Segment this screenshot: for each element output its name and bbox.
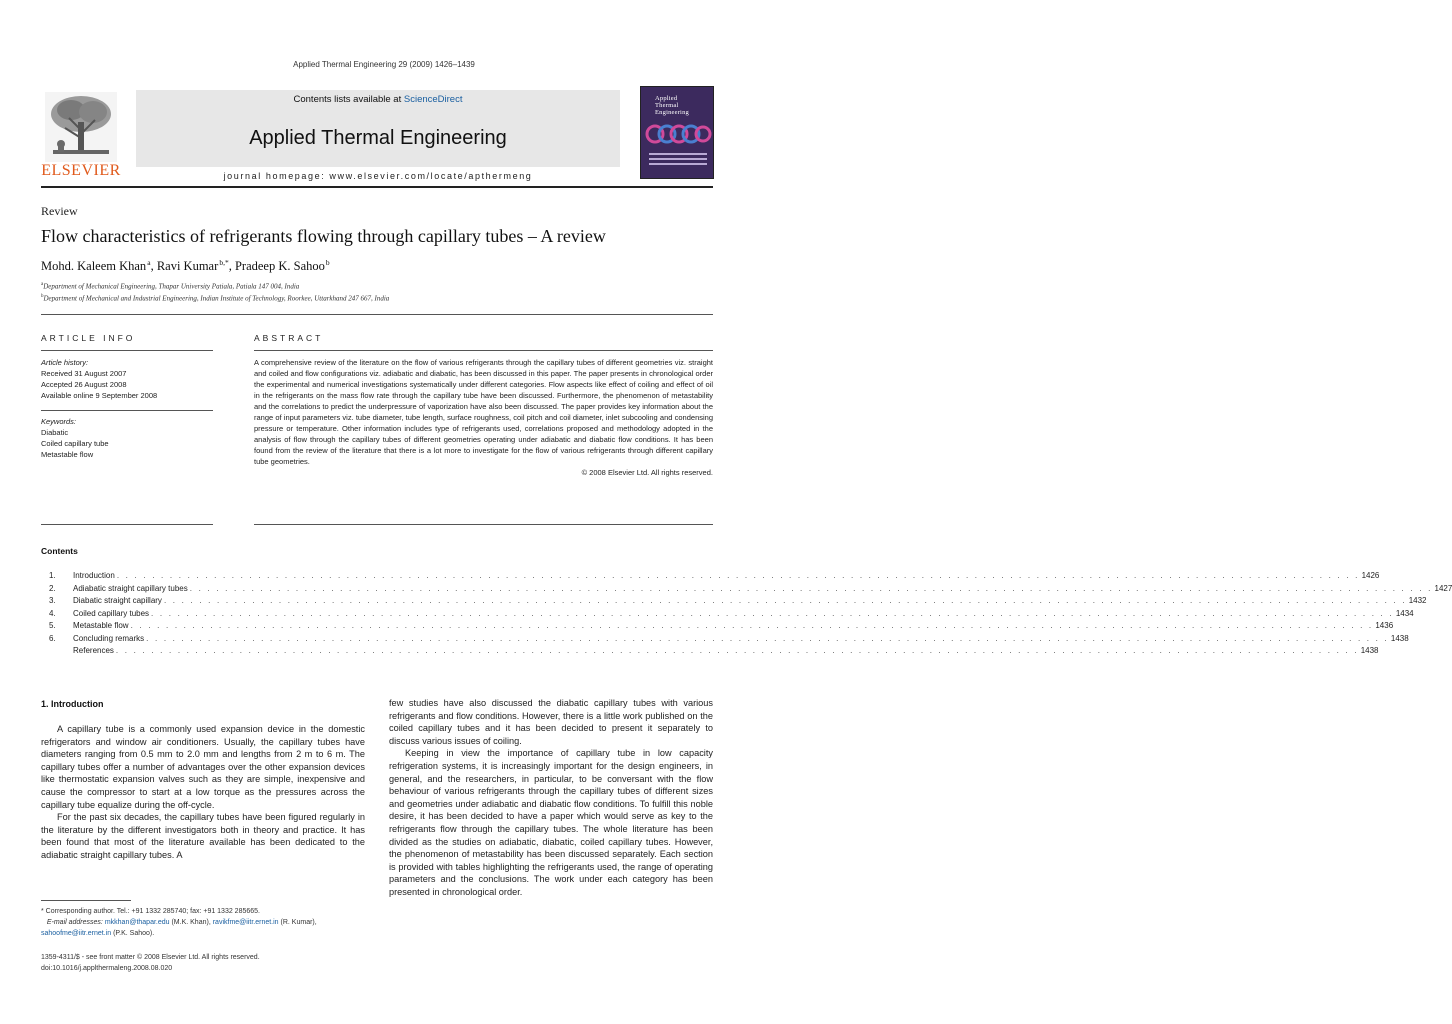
body-paragraph: A capillary tube is a commonly used expansion device in the domestic refrigerators and window air conditioners. Usually, the capillary tubes have diameters ranging from 0.5 mm to 2.0 mm and lengths from 2 m to 6 m. The capillary tubes offer a number of advantages over the other expansion devices like thermostatic expansion valves such as they are simple, inexpensive and cause the compressor to start at a low torque as the pressures across the capillary tube equalize during the off-cycle. xyxy=(41,724,365,810)
author-affil-mark: b,* xyxy=(219,258,229,267)
toc-leader: . . . . . . . . . . . . . . . . . . . . . . . . . . . . . . . . . . . . . . . . . . . . . . . . . . . . . . . . . . . . . . . . . . . . . . . . . . . . . . . . . . . . . . . . . . . . . . . . . . . . . . . . . . . . . . . . . . . . . . . . . . . . . . . . . . . . . . . . . . . . . xyxy=(163,596,1407,605)
toc-page: 1436 xyxy=(1373,620,1393,633)
keywords xyxy=(41,416,213,460)
email-label: E-mail addresses: xyxy=(46,919,103,926)
toc-entry[interactable] xyxy=(41,570,1380,583)
article-history xyxy=(41,357,213,401)
body-paragraph: few studies have also discussed the diabatic capillary tubes with various refrigerants and flow conditions. However, there is a little work published on the coiled capillary tubes and it has been decided to present it separately to discuss various issues of coiling. xyxy=(389,698,713,746)
contents-heading: Contents xyxy=(41,546,78,556)
body-column-right xyxy=(389,697,713,899)
body-column-left xyxy=(41,723,365,862)
email-link[interactable]: sahoofme@iitr.ernet.in xyxy=(41,930,112,937)
cover-title-line: Thermal xyxy=(655,102,679,109)
toc-leader: . . . . . . . . . . . . . . . . . . . . . . . . . . . . . . . . . . . . . . . . . . . . . . . . . . . . . . . . . . . . . . . . . . . . . . . . . . . . . . . . . . . . . . . . . . . . . . . . . . . . . . . . . . . . . . . . . . . . . . . . . . . . . . . . . . . . . . . . . . . . . xyxy=(146,633,1389,643)
running-head: Applied Thermal Engineering 29 (2009) 1426–1439 xyxy=(293,60,475,69)
author-name[interactable]: Ravi Kumar xyxy=(156,259,219,274)
title-rule xyxy=(41,314,713,315)
affiliation xyxy=(41,282,299,290)
abstract-body xyxy=(254,357,713,478)
history-date: Accepted 26 August 2008 xyxy=(41,380,127,389)
email-owner: (P.K. Sahoo). xyxy=(111,930,155,937)
journal-title: Applied Thermal Engineering xyxy=(136,109,620,167)
author-list: Mohd. Kaleem Khan $^a$, Ravi Kumar $^{b,*}$, Pradeep K. Sahoo $^b$ xyxy=(41,258,330,274)
email-link[interactable]: mkkhan@thapar.edu xyxy=(104,919,170,926)
footnote-rule xyxy=(41,900,131,901)
history-date: Available online 9 September 2008 xyxy=(41,391,158,400)
toc-leader: . . . . . . . . . . . . . . . . . . . . . . . . . . . . . . . . . . . . . . . . . . . . . . . . . . . . . . . . . . . . . . . . . . . . . . . . . . . . . . . . . . . . . . . . . . . . . . . . . . . . . . . . . . . . . . . . . . . . . . . . . . . . . . . . . . . . . . . . . . . . . xyxy=(130,621,1374,630)
abstract-bottom-rule xyxy=(254,524,713,525)
doi-line[interactable]: doi:10.1016/j.applthermaleng.2008.08.020 xyxy=(41,965,173,972)
toc-title: Diabatic straight capillary xyxy=(73,595,164,608)
toc-entry[interactable] xyxy=(41,608,1414,621)
keywords-label: Keywords: xyxy=(41,417,77,426)
toc-entry[interactable] xyxy=(41,595,1427,608)
affiliation-text: Department of Mechanical Engineering, Thapar University Patiala, Patiala 147 004, India xyxy=(43,282,300,291)
toc-leader: . . . . . . . . . . . . . . . . . . . . . . . . . . . . . . . . . . . . . . . . . . . . . . . . . . . . . . . . . . . . . . . . . . . . . . . . . . . . . . . . . . . . . . . . . . . . . . . . . . . . . . . . . . . . . . . . . . . . . . . . . . . . . . . . . . . . . . . . . . . . . xyxy=(116,571,1360,580)
elsevier-logo[interactable] xyxy=(41,92,121,184)
history-date: Received 31 August 2007 xyxy=(41,369,127,378)
article-title: Flow characteristics of refrigerants flowing through capillary tubes – A review xyxy=(41,226,606,246)
affiliation xyxy=(41,294,389,302)
toc-number: 2. xyxy=(49,583,56,593)
affiliation-text: Department of Mechanical and Industrial Engineering, Indian Institute of Technology, Roorkee, Uttarkhand 247 667, India xyxy=(43,294,390,303)
toc-page: 1432 xyxy=(1407,595,1427,608)
toc-number: 5. xyxy=(49,621,56,630)
journal-masthead xyxy=(136,84,620,184)
keyword: Diabatic xyxy=(41,428,69,437)
contents-available-line xyxy=(136,90,620,109)
journal-cover-rings-icon xyxy=(645,121,711,147)
toc-page: 1438 xyxy=(1389,633,1409,646)
toc-number: 3. xyxy=(49,596,56,605)
toc-entry[interactable] xyxy=(41,620,1394,633)
toc-page: 1426 xyxy=(1360,570,1380,583)
affiliation-mark: b xyxy=(41,294,44,299)
toc-title: Introduction xyxy=(73,570,117,583)
toc-entry[interactable] xyxy=(41,583,1452,596)
toc-title: Coiled capillary tubes xyxy=(73,608,151,621)
issn-line: 1359-4311/$ - see front matter © 2008 Elsevier Ltd. All rights reserved. xyxy=(41,954,260,961)
toc-entry[interactable] xyxy=(41,633,1409,646)
email-owner: (R. Kumar), xyxy=(278,919,317,926)
corresponding-author: * Corresponding author. Tel.: +91 1332 285740; fax: +91 1332 285665. xyxy=(41,908,260,915)
publication-meta xyxy=(41,952,365,974)
footnote xyxy=(41,906,365,939)
cover-title-line: Applied xyxy=(655,95,678,102)
toc-entry[interactable] xyxy=(41,645,1379,658)
keywords-rule xyxy=(41,410,213,411)
keyword: Coiled capillary tube xyxy=(41,439,109,448)
toc-title: References xyxy=(73,645,116,658)
section-heading: 1. Introduction xyxy=(41,699,104,709)
info-bottom-rule xyxy=(41,524,213,525)
toc-page: 1427 xyxy=(1433,583,1452,596)
author-name[interactable]: Pradeep K. Sahoo xyxy=(234,259,325,274)
author-affil-mark: a xyxy=(147,258,151,267)
toc-number: 4. xyxy=(49,608,56,618)
journal-cover[interactable] xyxy=(640,86,714,179)
masthead-rule xyxy=(41,186,713,188)
abstract-rule xyxy=(254,350,713,351)
body-paragraph: Keeping in view the importance of capillary tube in low capacity refrigeration systems, it is increasingly important for the design engineers, in general, and the researchers, in particular, to be conversant with the flow behaviour of various refrigerants through the capillary tubes of different sizes and geometries under adiabatic and diabatic flow conditions. To fulfill this noble desire, it has been decided to have a paper which would serve as key to the refrigerants flow through the capillary tubes. The whole literature has been divided as the studies on adiabatic, diabatic, coiled capillary tubes. However, the phenomenon of metastability has been discussed separately. Each section is provided with tables highlighting the refrigerants used, the range of operating parameters and the conclusions. The work under each category has been presented in chronological order. xyxy=(389,748,713,897)
abstract-copyright: © 2008 Elsevier Ltd. All rights reserved. xyxy=(581,468,713,477)
toc-leader: . . . . . . . . . . . . . . . . . . . . . . . . . . . . . . . . . . . . . . . . . . . . . . . . . . . . . . . . . . . . . . . . . . . . . . . . . . . . . . . . . . . . . . . . . . . . . . . . . . . . . . . . . . . . . . . . . . . . . . . . . . . . . . . . . . . . . . . . . . . . . xyxy=(115,646,1359,655)
affiliation-mark: a xyxy=(41,282,44,287)
article-info-rule xyxy=(41,350,213,351)
table-of-contents xyxy=(41,570,1452,658)
history-label: Article history: xyxy=(41,358,89,367)
elsevier-tree-icon xyxy=(45,92,117,162)
toc-title: Adiabatic straight capillary tubes xyxy=(73,583,190,596)
toc-title: Metastable flow xyxy=(73,620,131,633)
toc-number: 6. xyxy=(49,633,56,643)
article-info-heading: ARTICLE INFO xyxy=(41,333,136,343)
author-affil-mark: b xyxy=(325,258,330,267)
publisher-name: ELSEVIER xyxy=(41,162,121,179)
toc-page: 1434 xyxy=(1394,608,1414,621)
abstract-heading: ABSTRACT xyxy=(254,333,324,343)
journal-homepage[interactable]: journal homepage: www.elsevier.com/locate/apthermeng xyxy=(223,171,533,181)
sciencedirect-link[interactable]: ScienceDirect xyxy=(403,94,463,105)
author-name[interactable]: Mohd. Kaleem Khan xyxy=(41,259,147,274)
toc-leader: . . . . . . . . . . . . . . . . . . . . . . . . . . . . . . . . . . . . . . . . . . . . . . . . . . . . . . . . . . . . . . . . . . . . . . . . . . . . . . . . . . . . . . . . . . . . . . . . . . . . . . . . . . . . . . . . . . . . . . . . . . . . . . . . . . . . . . . . . . . . . xyxy=(189,583,1433,593)
toc-leader: . . . . . . . . . . . . . . . . . . . . . . . . . . . . . . . . . . . . . . . . . . . . . . . . . . . . . . . . . . . . . . . . . . . . . . . . . . . . . . . . . . . . . . . . . . . . . . . . . . . . . . . . . . . . . . . . . . . . . . . . . . . . . . . . . . . . . . . . . . . . . xyxy=(151,608,1394,618)
email-link[interactable]: ravikfme@iitr.ernet.in xyxy=(212,919,279,926)
cover-title-line: Engineering xyxy=(655,109,689,116)
cover-title xyxy=(655,95,689,116)
toc-number: 1. xyxy=(49,571,56,580)
keyword: Metastable flow xyxy=(41,450,94,459)
toc-page: 1438 xyxy=(1359,645,1379,658)
email-owner: (M.K. Khan), xyxy=(169,919,213,926)
body-paragraph: For the past six decades, the capillary tubes have been figured regularly in the literature by the different investigators both in theory and practice. It has been found that most of the literature available has been dedicated to the adiabatic straight capillary tubes. A xyxy=(41,812,365,860)
article-type: Review xyxy=(41,204,78,218)
cover-fineprint xyxy=(649,153,707,173)
email-addresses xyxy=(41,917,365,939)
contents-prefix: Contents lists available at xyxy=(293,94,404,105)
abstract-text: A comprehensive review of the literature on the flow of various refrigerants through the capillary tubes of different geometries viz. straight and coiled and flow configurations viz. adiabatic and diabatic, has been discussed in this paper. The paper presents in chronological order the experimental and numerical investigations systematically under different categories. Flow aspects like effect of coiling and effect of oil in the refrigerants on the mass flow rate through the capillary tube have been discussed. Furthermore, the phenomenon of metastability and the correlations to predict the underpressure of vaporization have also been discussed. The paper provides key information about the range of input parameters viz. tube diameter, tube length, surface roughness, coil pitch and coil diameter, inlet subcooling and condensing pressure or temperature. Other information includes type of refrigerants used, correlations proposed and methodology adopted in the analysis of flow through the capillary tubes of different geometries operating under adiabatic and diabatic flow conditions. It has been found from the review of the literature that there is a lot more to investigate for the flow of various refrigerants through different capillary tube geometries. xyxy=(254,358,713,466)
toc-title: Concluding remarks xyxy=(73,633,146,646)
